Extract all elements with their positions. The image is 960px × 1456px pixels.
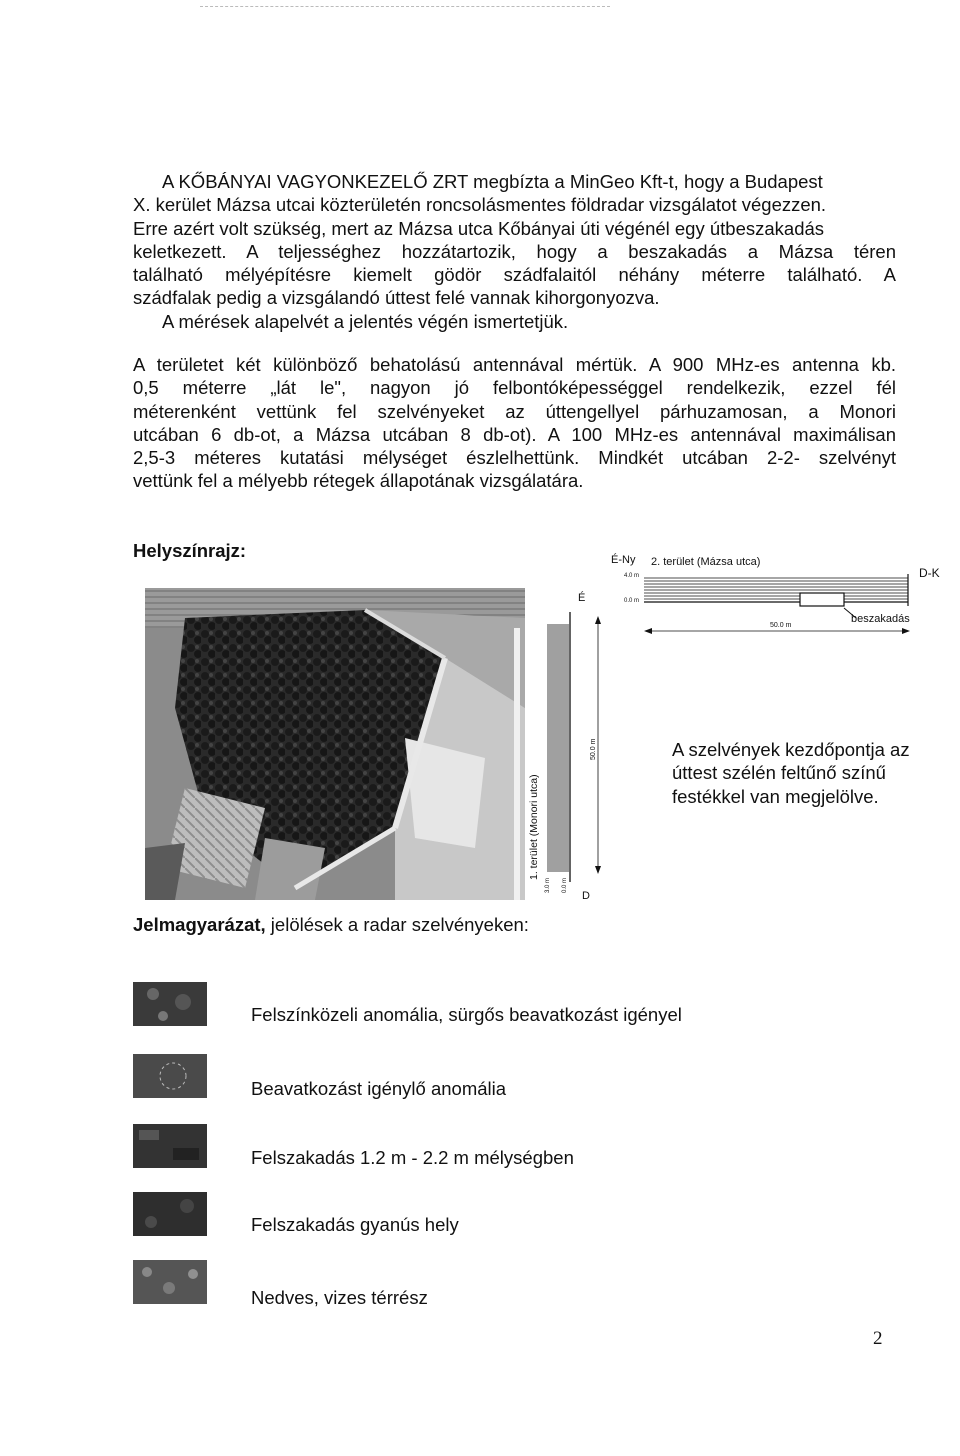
se-label: D-K xyxy=(919,566,940,580)
intro-paragraph xyxy=(133,170,896,333)
text-line: 2,5-3 méteres kutatási mélységet észlelhettünk. Mindkét utcában 2-2- szelvényt xyxy=(133,447,896,469)
monori-street-diagram xyxy=(510,582,620,912)
site-plan-heading: Helyszínrajz: xyxy=(133,540,247,561)
monori-area-label: 1. terület (Monori utca) xyxy=(528,774,540,880)
text-line: vettünk fel a mélyebb rétegek állapotának vizsgálatára. xyxy=(133,470,584,492)
text-line: szádfalak pedig a vizsgálandó úttest felé vannak kihorgonyozva. xyxy=(133,287,660,309)
text-line: A KŐBÁNYAI VAGYONKEZELŐ ZRT megbízta a MinGeo Kft-t, hogy a Budapest xyxy=(162,171,823,192)
legend-label: Beavatkozást igénylő anomália xyxy=(251,1078,507,1099)
legend-swatch xyxy=(133,1124,207,1168)
aerial-photo xyxy=(145,588,525,900)
legend-heading-bold: Jelmagyarázat, xyxy=(133,914,266,935)
legend-heading xyxy=(133,914,529,936)
legend-swatch xyxy=(133,1260,207,1304)
scan-edge-rule xyxy=(200,6,610,7)
legend-label: Felszínközeli anomália, sürgős beavatkozást igényel xyxy=(251,1004,682,1025)
text-line: 0,5 méterre „lát le", nagyon jó felbontóképességgel rendelkezik, ezzel fél xyxy=(133,377,896,399)
mazsa-width-label: 4.0 m xyxy=(624,573,640,579)
method-paragraph xyxy=(133,353,896,493)
north-label: É xyxy=(578,592,586,604)
legend-swatch xyxy=(133,1054,207,1098)
legend-swatch xyxy=(133,982,207,1026)
legend-label: Felszakadás 1.2 m - 2.2 m mélységben xyxy=(251,1147,574,1168)
south-label: D xyxy=(582,890,590,902)
monori-zero-label: 0.0 m xyxy=(562,877,568,893)
note-line: úttest szélén feltűnő színű xyxy=(672,762,886,784)
monori-length-label: 50.0 m xyxy=(590,738,597,760)
monori-start-label: 3.0 m xyxy=(545,877,551,893)
mazsa-length-label: 50.0 m xyxy=(770,622,792,629)
legend-heading-rest: jelölések a radar szelvényeken: xyxy=(265,914,529,935)
legend-swatch xyxy=(133,1192,207,1236)
text-line: Erre azért volt szükség, mert az Mázsa utca Kőbányai úti végénél egy útbeszakadás xyxy=(133,217,825,239)
nw-label: É-Ny xyxy=(611,554,636,566)
text-line: X. kerület Mázsa utcai közterületén roncsolásmentes földradar vizsgálatot végezzen. xyxy=(133,194,827,216)
text-line: A mérések alapelvét a jelentés végén ismertetjük. xyxy=(162,310,569,332)
note-line: festékkel van megjelölve. xyxy=(672,785,879,807)
text-line: keletkezett. A teljességhez hozzátartozik, hogy a beszakadás a Mázsa téren xyxy=(133,240,896,262)
legend-label: Nedves, vizes térrész xyxy=(251,1287,428,1308)
start-point-note xyxy=(672,738,950,808)
text-line: méterenként vettünk fel szelvényeket az úttengellyel párhuzamosan, a Monori xyxy=(133,400,896,422)
note-line: A szelvények kezdőpontja az xyxy=(672,739,910,760)
text-line: található mélyépítésre kiemelt gödör szádfalaitól néhány méterre található. A xyxy=(133,264,896,286)
mazsa-area-label: 2. terület (Mázsa utca) xyxy=(651,556,761,568)
collapse-label: beszakadás xyxy=(851,613,910,625)
text-line: utcában 6 db-ot, a Mázsa utcában 8 db-ot). A 100 MHz-es antennával maximálisan xyxy=(133,423,896,445)
page-number: 2 xyxy=(873,1328,883,1349)
mazsa-zero-label: 0.0 m xyxy=(624,598,640,604)
text-line: A területet két különböző behatolású antennával mértük. A 900 MHz-es antenna kb. xyxy=(133,354,896,375)
legend-label: Felszakadás gyanús hely xyxy=(251,1214,459,1235)
